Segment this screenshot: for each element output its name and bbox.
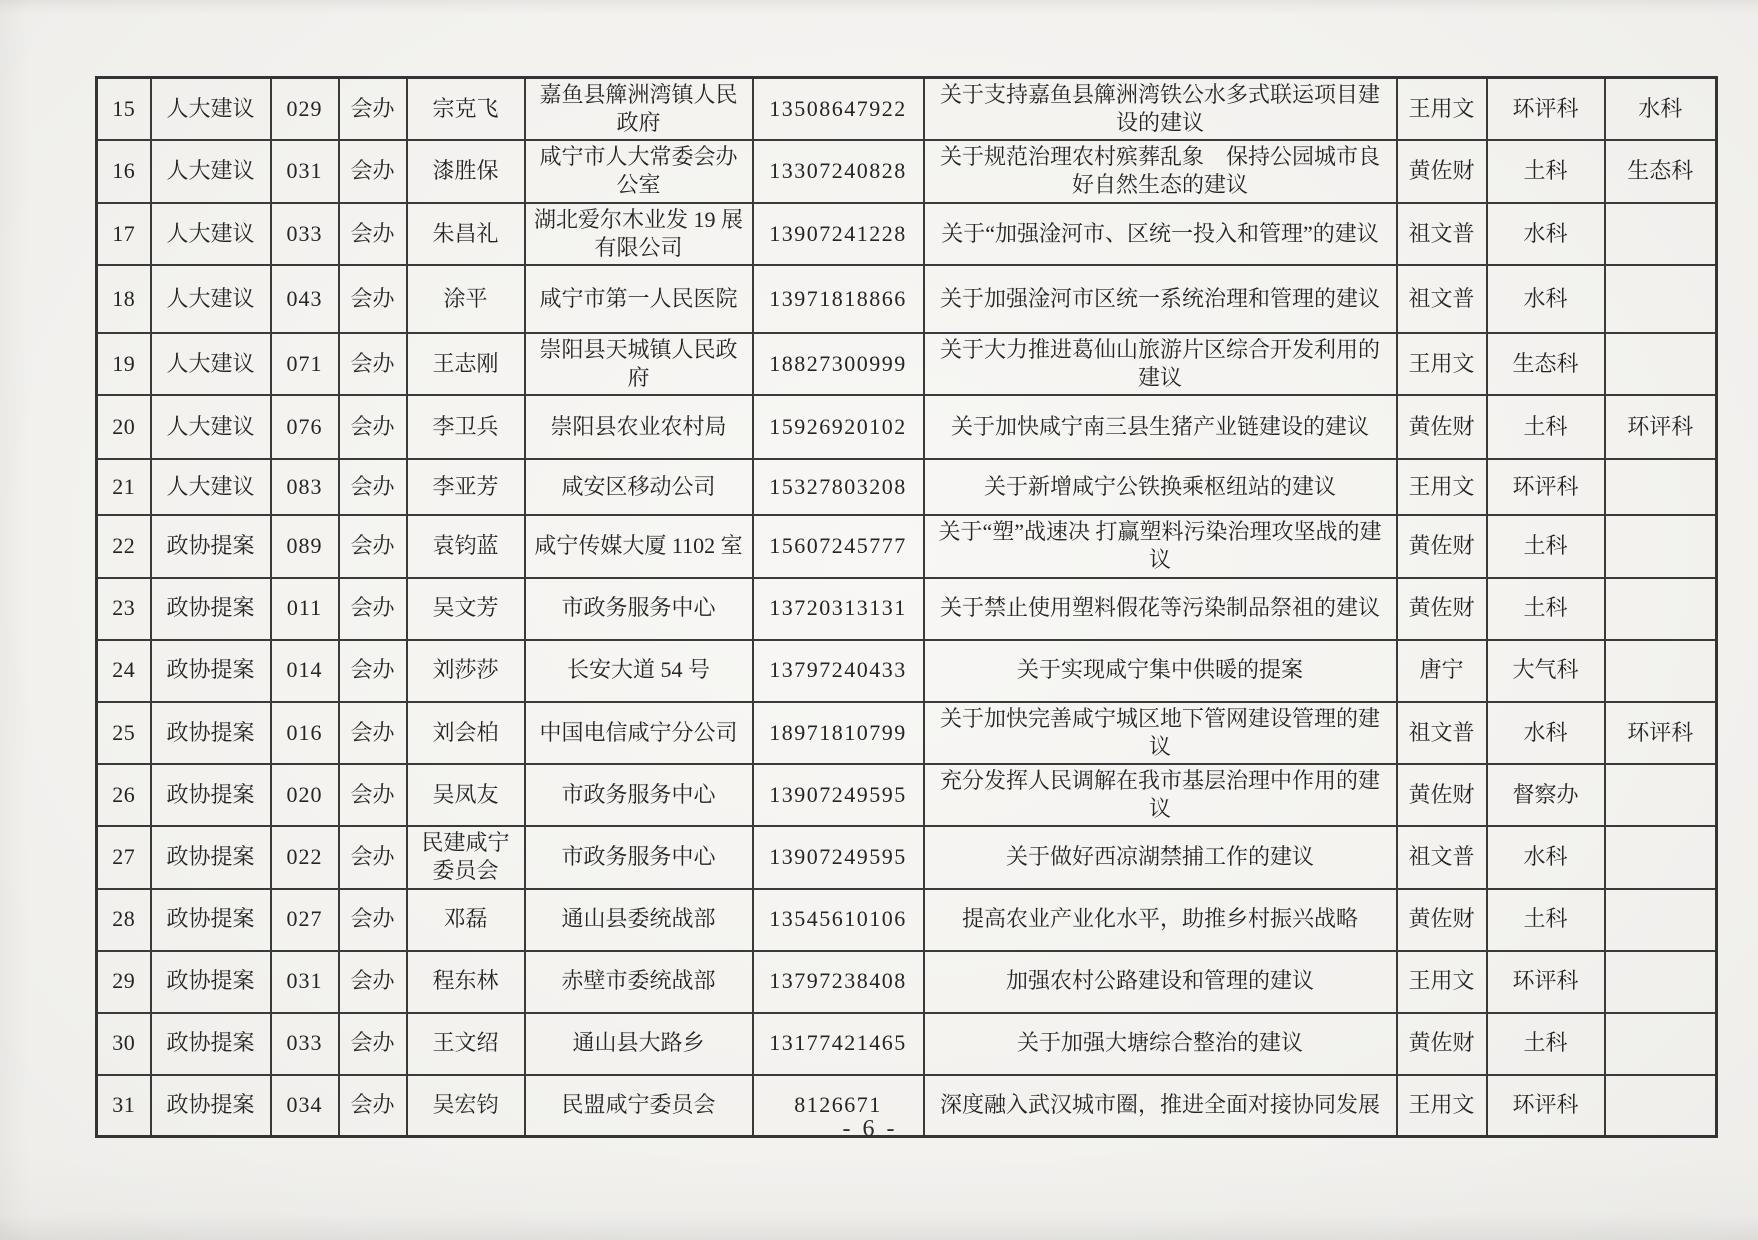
cell-method: 会办 xyxy=(339,395,407,459)
cell-phone: 13307240828 xyxy=(753,140,924,202)
cell-no: 31 xyxy=(97,1075,151,1137)
cell-code: 020 xyxy=(271,764,339,826)
table-row xyxy=(97,265,1717,333)
cell-dept2 xyxy=(1605,459,1717,515)
cell-name: 刘会柏 xyxy=(407,702,525,764)
cell-phone: 13907249595 xyxy=(753,764,924,826)
cell-dept2 xyxy=(1605,333,1717,395)
cell-phone: 18827300999 xyxy=(753,333,924,395)
cell-code: 029 xyxy=(271,78,339,141)
cell-method: 会办 xyxy=(339,265,407,333)
cell-title: 充分发挥人民调解在我市基层治理中作用的建议 xyxy=(924,764,1397,826)
cell-code: 016 xyxy=(271,702,339,764)
cell-name: 朱昌礼 xyxy=(407,203,525,265)
page-number: - 6 - xyxy=(842,1116,898,1142)
cell-org: 通山县委统战部 xyxy=(525,889,753,951)
cell-title: 提高农业产业化水平，助推乡村振兴战略 xyxy=(924,889,1397,951)
cell-title: 关于禁止使用塑料假花等污染制品祭祖的建议 xyxy=(924,578,1397,640)
cell-org: 咸安区移动公司 xyxy=(525,459,753,515)
cell-name: 李卫兵 xyxy=(407,395,525,459)
cell-method: 会办 xyxy=(339,333,407,395)
cell-method: 会办 xyxy=(339,1013,407,1075)
cell-type: 人大建议 xyxy=(151,265,271,333)
cell-method: 会办 xyxy=(339,951,407,1013)
table-row xyxy=(97,515,1717,577)
cell-name: 吴凤友 xyxy=(407,764,525,826)
cell-dept1: 水科 xyxy=(1487,702,1605,764)
cell-title: 关于“塑”战速决 打赢塑料污染治理攻坚战的建议 xyxy=(924,515,1397,577)
cell-name: 程东林 xyxy=(407,951,525,1013)
cell-title: 关于支持嘉鱼县簰洲湾铁公水多式联运项目建设的建议 xyxy=(924,78,1397,141)
cell-no: 24 xyxy=(97,640,151,702)
cell-dept2 xyxy=(1605,578,1717,640)
table-row xyxy=(97,140,1717,202)
cell-name: 邓磊 xyxy=(407,889,525,951)
cell-org: 中国电信咸宁分公司 xyxy=(525,702,753,764)
cell-dept2 xyxy=(1605,515,1717,577)
table-row xyxy=(97,578,1717,640)
table-row xyxy=(97,951,1717,1013)
cell-code: 043 xyxy=(271,265,339,333)
cell-dept1: 土科 xyxy=(1487,889,1605,951)
cell-name: 王志刚 xyxy=(407,333,525,395)
cell-no: 23 xyxy=(97,578,151,640)
cell-org: 咸宁传媒大厦 1102 室 xyxy=(525,515,753,577)
cell-title: 关于做好西凉湖禁捕工作的建议 xyxy=(924,826,1397,888)
cell-title: 关于大力推进葛仙山旅游片区综合开发利用的建议 xyxy=(924,333,1397,395)
table-row xyxy=(97,203,1717,265)
cell-dept1: 水科 xyxy=(1487,826,1605,888)
cell-dept1: 土科 xyxy=(1487,578,1605,640)
cell-lead: 黄佐财 xyxy=(1397,764,1487,826)
cell-org: 民盟咸宁委员会 xyxy=(525,1075,753,1137)
cell-dept1: 土科 xyxy=(1487,395,1605,459)
cell-org: 嘉鱼县簰洲湾镇人民政府 xyxy=(525,78,753,141)
cell-name: 吴文芳 xyxy=(407,578,525,640)
table-row xyxy=(97,395,1717,459)
cell-lead: 黄佐财 xyxy=(1397,395,1487,459)
cell-dept2: 环评科 xyxy=(1605,702,1717,764)
cell-method: 会办 xyxy=(339,78,407,141)
table-row xyxy=(97,78,1717,141)
table-row xyxy=(97,640,1717,702)
table-row xyxy=(97,889,1717,951)
cell-no: 20 xyxy=(97,395,151,459)
cell-code: 031 xyxy=(271,140,339,202)
cell-no: 28 xyxy=(97,889,151,951)
cell-method: 会办 xyxy=(339,889,407,951)
cell-phone: 8126671 xyxy=(753,1075,924,1137)
cell-title: 关于实现咸宁集中供暖的提案 xyxy=(924,640,1397,702)
cell-dept2 xyxy=(1605,889,1717,951)
cell-phone: 13971818866 xyxy=(753,265,924,333)
cell-code: 033 xyxy=(271,203,339,265)
proposals-table xyxy=(95,76,1718,1138)
cell-dept1: 水科 xyxy=(1487,203,1605,265)
cell-title: 关于规范治理农村殡葬乱象 保持公园城市良好自然生态的建议 xyxy=(924,140,1397,202)
cell-title: 关于新增咸宁公铁换乘枢纽站的建议 xyxy=(924,459,1397,515)
cell-type: 人大建议 xyxy=(151,78,271,141)
cell-no: 15 xyxy=(97,78,151,141)
cell-dept1: 土科 xyxy=(1487,1013,1605,1075)
cell-title: 关于加强大塘综合整治的建议 xyxy=(924,1013,1397,1075)
table-row xyxy=(97,459,1717,515)
cell-phone: 18971810799 xyxy=(753,702,924,764)
cell-lead: 祖文普 xyxy=(1397,702,1487,764)
cell-dept1: 土科 xyxy=(1487,140,1605,202)
cell-code: 083 xyxy=(271,459,339,515)
cell-type: 政协提案 xyxy=(151,764,271,826)
cell-type: 人大建议 xyxy=(151,140,271,202)
cell-phone: 13907249595 xyxy=(753,826,924,888)
cell-method: 会办 xyxy=(339,702,407,764)
cell-type: 政协提案 xyxy=(151,951,271,1013)
cell-type: 人大建议 xyxy=(151,395,271,459)
cell-no: 16 xyxy=(97,140,151,202)
cell-dept2: 水科 xyxy=(1605,78,1717,141)
table-row xyxy=(97,702,1717,764)
cell-title: 关于加快咸宁南三县生猪产业链建设的建议 xyxy=(924,395,1397,459)
cell-code: 089 xyxy=(271,515,339,577)
cell-name: 王文绍 xyxy=(407,1013,525,1075)
cell-lead: 祖文普 xyxy=(1397,826,1487,888)
cell-no: 18 xyxy=(97,265,151,333)
cell-no: 17 xyxy=(97,203,151,265)
cell-phone: 13907241228 xyxy=(753,203,924,265)
cell-lead: 黄佐财 xyxy=(1397,578,1487,640)
table-row xyxy=(97,826,1717,888)
cell-dept1: 水科 xyxy=(1487,265,1605,333)
cell-phone: 15327803208 xyxy=(753,459,924,515)
table-row xyxy=(97,764,1717,826)
cell-org: 长安大道 54 号 xyxy=(525,640,753,702)
cell-dept1: 督察办 xyxy=(1487,764,1605,826)
table-row xyxy=(97,333,1717,395)
cell-type: 政协提案 xyxy=(151,702,271,764)
cell-dept1: 生态科 xyxy=(1487,333,1605,395)
cell-name: 漆胜保 xyxy=(407,140,525,202)
cell-org: 市政务服务中心 xyxy=(525,764,753,826)
cell-lead: 黄佐财 xyxy=(1397,889,1487,951)
cell-title: 加强农村公路建设和管理的建议 xyxy=(924,951,1397,1013)
cell-no: 30 xyxy=(97,1013,151,1075)
cell-phone: 13545610106 xyxy=(753,889,924,951)
cell-type: 政协提案 xyxy=(151,889,271,951)
cell-method: 会办 xyxy=(339,515,407,577)
cell-name: 吴宏钧 xyxy=(407,1075,525,1137)
cell-org: 咸宁市人大常委会办公室 xyxy=(525,140,753,202)
cell-lead: 祖文普 xyxy=(1397,203,1487,265)
cell-dept2: 生态科 xyxy=(1605,140,1717,202)
cell-phone: 13797240433 xyxy=(753,640,924,702)
cell-phone: 15607245777 xyxy=(753,515,924,577)
cell-dept1: 大气科 xyxy=(1487,640,1605,702)
cell-dept2 xyxy=(1605,265,1717,333)
cell-no: 25 xyxy=(97,702,151,764)
cell-no: 22 xyxy=(97,515,151,577)
cell-title: 关于加快完善咸宁城区地下管网建设管理的建议 xyxy=(924,702,1397,764)
cell-no: 27 xyxy=(97,826,151,888)
cell-name: 袁钧蓝 xyxy=(407,515,525,577)
cell-dept1: 土科 xyxy=(1487,515,1605,577)
cell-method: 会办 xyxy=(339,826,407,888)
cell-no: 29 xyxy=(97,951,151,1013)
cell-code: 076 xyxy=(271,395,339,459)
cell-phone: 15926920102 xyxy=(753,395,924,459)
cell-dept2 xyxy=(1605,826,1717,888)
cell-type: 人大建议 xyxy=(151,333,271,395)
cell-phone: 13508647922 xyxy=(753,78,924,141)
cell-name: 李亚芳 xyxy=(407,459,525,515)
cell-lead: 王用文 xyxy=(1397,951,1487,1013)
table-row xyxy=(97,1013,1717,1075)
cell-phone: 13720313131 xyxy=(753,578,924,640)
cell-name: 民建咸宁委员会 xyxy=(407,826,525,888)
cell-lead: 唐宁 xyxy=(1397,640,1487,702)
cell-dept2 xyxy=(1605,203,1717,265)
cell-code: 011 xyxy=(271,578,339,640)
cell-phone: 13797238408 xyxy=(753,951,924,1013)
cell-name: 宗克飞 xyxy=(407,78,525,141)
cell-method: 会办 xyxy=(339,459,407,515)
cell-method: 会办 xyxy=(339,140,407,202)
cell-dept2 xyxy=(1605,764,1717,826)
cell-dept2 xyxy=(1605,1013,1717,1075)
cell-no: 26 xyxy=(97,764,151,826)
cell-type: 政协提案 xyxy=(151,826,271,888)
cell-method: 会办 xyxy=(339,578,407,640)
cell-lead: 祖文普 xyxy=(1397,265,1487,333)
cell-title: 深度融入武汉城市圈，推进全面对接协同发展 xyxy=(924,1075,1397,1137)
cell-code: 014 xyxy=(271,640,339,702)
cell-method: 会办 xyxy=(339,640,407,702)
table-body xyxy=(97,78,1717,1137)
cell-dept1: 环评科 xyxy=(1487,459,1605,515)
cell-code: 033 xyxy=(271,1013,339,1075)
cell-org: 赤壁市委统战部 xyxy=(525,951,753,1013)
cell-code: 034 xyxy=(271,1075,339,1137)
cell-code: 027 xyxy=(271,889,339,951)
cell-dept2 xyxy=(1605,640,1717,702)
cell-lead: 黄佐财 xyxy=(1397,515,1487,577)
cell-org: 湖北爱尔木业发 19 展有限公司 xyxy=(525,203,753,265)
cell-org: 市政务服务中心 xyxy=(525,578,753,640)
cell-dept1: 环评科 xyxy=(1487,78,1605,141)
cell-code: 031 xyxy=(271,951,339,1013)
cell-type: 政协提案 xyxy=(151,578,271,640)
cell-phone: 13177421465 xyxy=(753,1013,924,1075)
cell-lead: 王用文 xyxy=(1397,78,1487,141)
cell-lead: 王用文 xyxy=(1397,333,1487,395)
cell-no: 21 xyxy=(97,459,151,515)
cell-lead: 王用文 xyxy=(1397,459,1487,515)
cell-dept1: 环评科 xyxy=(1487,1075,1605,1137)
cell-name: 涂平 xyxy=(407,265,525,333)
cell-code: 022 xyxy=(271,826,339,888)
cell-title: 关于“加强淦河市、区统一投入和管理”的建议 xyxy=(924,203,1397,265)
cell-org: 崇阳县天城镇人民政府 xyxy=(525,333,753,395)
cell-title: 关于加强淦河市区统一系统治理和管理的建议 xyxy=(924,265,1397,333)
cell-org: 咸宁市第一人民医院 xyxy=(525,265,753,333)
cell-type: 政协提案 xyxy=(151,1013,271,1075)
cell-code: 071 xyxy=(271,333,339,395)
cell-dept2 xyxy=(1605,951,1717,1013)
cell-type: 政协提案 xyxy=(151,515,271,577)
cell-org: 崇阳县农业农村局 xyxy=(525,395,753,459)
cell-type: 政协提案 xyxy=(151,1075,271,1137)
cell-method: 会办 xyxy=(339,203,407,265)
cell-lead: 王用文 xyxy=(1397,1075,1487,1137)
cell-method: 会办 xyxy=(339,1075,407,1137)
cell-org: 通山县大路乡 xyxy=(525,1013,753,1075)
cell-lead: 黄佐财 xyxy=(1397,140,1487,202)
cell-type: 人大建议 xyxy=(151,459,271,515)
cell-type: 政协提案 xyxy=(151,640,271,702)
cell-name: 刘莎莎 xyxy=(407,640,525,702)
cell-dept1: 环评科 xyxy=(1487,951,1605,1013)
cell-org: 市政务服务中心 xyxy=(525,826,753,888)
cell-lead: 黄佐财 xyxy=(1397,1013,1487,1075)
cell-type: 人大建议 xyxy=(151,203,271,265)
cell-no: 19 xyxy=(97,333,151,395)
cell-method: 会办 xyxy=(339,764,407,826)
cell-dept2: 环评科 xyxy=(1605,395,1717,459)
